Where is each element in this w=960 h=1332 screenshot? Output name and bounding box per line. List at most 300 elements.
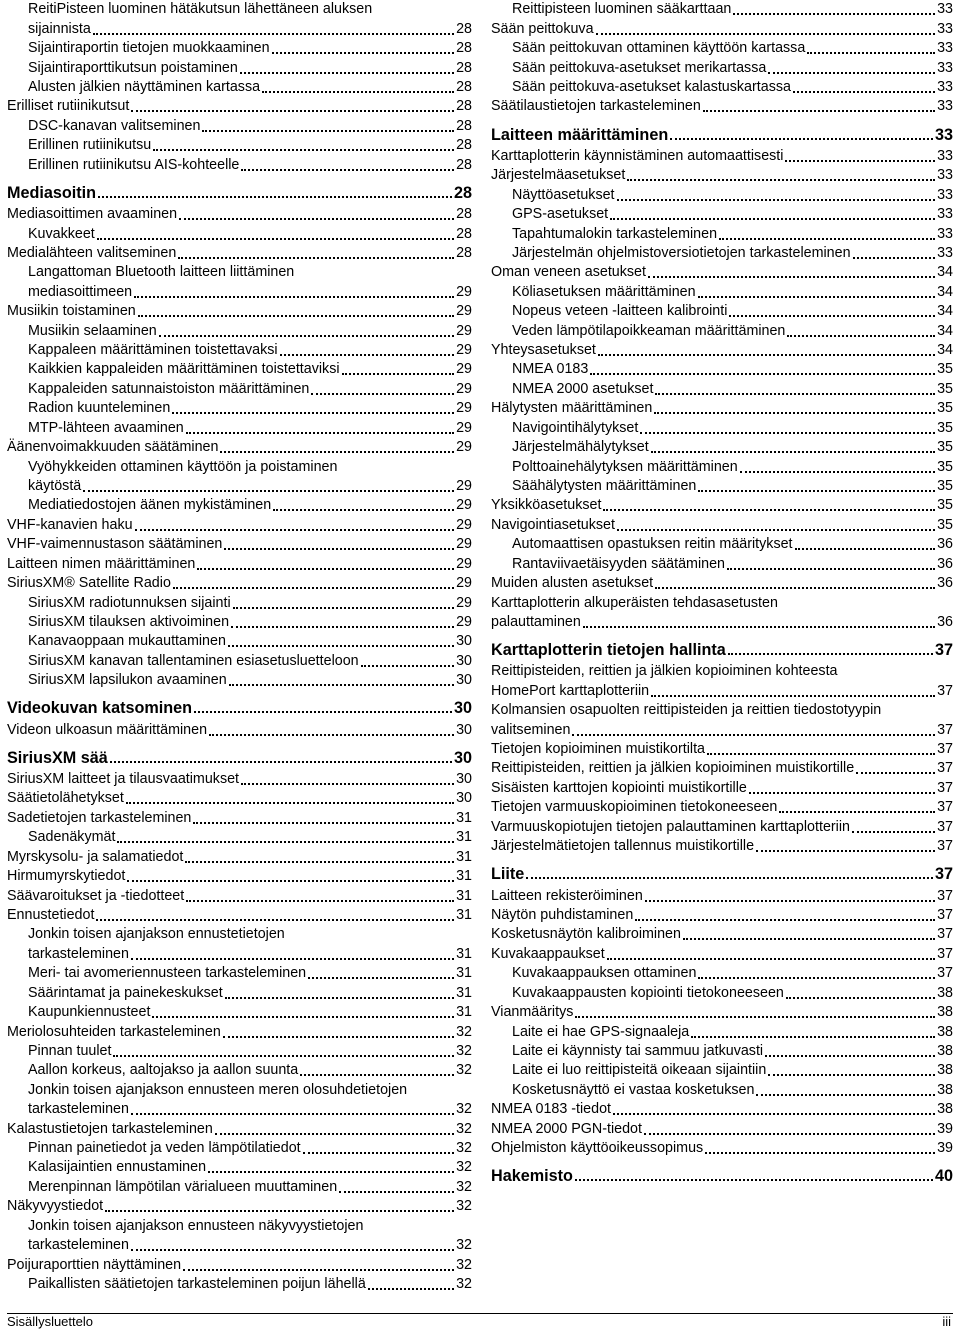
toc-page-number: 37 bbox=[937, 965, 953, 982]
toc-entry-title: Sään peittokuvan ottaminen käyttöön kartassa bbox=[512, 40, 806, 57]
toc-entry[interactable] bbox=[7, 574, 472, 593]
toc-entry-title: NMEA 2000 asetukset bbox=[512, 380, 654, 397]
toc-entry-title: VHF-vaimennustason säätäminen bbox=[7, 536, 223, 553]
toc-page-number: 31 bbox=[456, 829, 472, 846]
toc-page-number: 37 bbox=[937, 760, 953, 777]
toc-entry[interactable] bbox=[7, 418, 472, 437]
toc-entry-title: Sisäisten karttojen kopiointi muistikortille bbox=[491, 779, 747, 796]
toc-page-number: 30 bbox=[456, 771, 472, 788]
toc-page-number: 31 bbox=[456, 945, 472, 962]
toc-entry-title: Karttaplotterin tietojen hallinta bbox=[491, 641, 726, 659]
toc-entry[interactable] bbox=[7, 438, 472, 457]
toc-entry-title: Näyttöasetukset bbox=[512, 186, 615, 203]
toc-dot-leader bbox=[300, 1074, 454, 1076]
toc-dot-leader bbox=[220, 451, 454, 453]
toc-entry[interactable] bbox=[491, 516, 953, 535]
toc-entry[interactable] bbox=[491, 886, 953, 905]
toc-entry[interactable] bbox=[7, 1255, 472, 1274]
toc-page-number: 28 bbox=[456, 59, 472, 76]
toc-page-number: 37 bbox=[937, 926, 953, 943]
toc-entry[interactable] bbox=[7, 321, 472, 340]
toc-entry[interactable] bbox=[491, 964, 953, 983]
toc-dot-leader bbox=[215, 1133, 454, 1135]
toc-entry-title: valitseminen bbox=[491, 721, 571, 738]
toc-entry-title: Liite bbox=[491, 865, 525, 884]
toc-page-number: 28 bbox=[456, 20, 472, 37]
toc-entry[interactable] bbox=[7, 983, 472, 1002]
toc-entry[interactable] bbox=[491, 906, 953, 925]
toc-page-number: 30 bbox=[456, 721, 472, 738]
toc-dot-leader bbox=[617, 199, 936, 201]
toc-dot-leader bbox=[202, 130, 454, 132]
toc-entry-title: Videon ulkoasun määrittäminen bbox=[7, 721, 208, 738]
toc-entry[interactable] bbox=[7, 535, 472, 554]
toc-entry[interactable] bbox=[7, 847, 472, 866]
toc-page-number: 38 bbox=[937, 1062, 953, 1079]
toc-entry-title: Jonkin toisen ajanjakson ennustetietojen bbox=[28, 926, 285, 943]
toc-page-number: 35 bbox=[937, 419, 953, 436]
toc-entry-title: Kosketusnäyttö ei vastaa kosketuksen bbox=[512, 1081, 755, 1098]
toc-chapter-entry[interactable] bbox=[7, 746, 472, 768]
toc-entry[interactable] bbox=[491, 380, 953, 399]
toc-page-number: 39 bbox=[937, 1120, 953, 1137]
toc-dot-leader bbox=[727, 568, 935, 570]
toc-entry-title: SiriusXM radiotunnuksen sijainti bbox=[28, 594, 231, 611]
toc-entry[interactable] bbox=[7, 867, 472, 886]
toc-entry[interactable] bbox=[491, 554, 953, 573]
toc-entry[interactable] bbox=[7, 496, 472, 515]
toc-dot-leader bbox=[134, 296, 454, 298]
toc-entry-title: Laite ei käynnisty tai sammuu jatkuvasti bbox=[512, 1042, 764, 1059]
toc-entry[interactable] bbox=[491, 147, 953, 166]
toc-dot-leader bbox=[644, 1133, 935, 1135]
toc-dot-leader bbox=[749, 792, 935, 794]
toc-entry[interactable] bbox=[7, 886, 472, 905]
toc-dot-leader bbox=[159, 335, 454, 337]
toc-page-number: 32 bbox=[456, 1159, 472, 1176]
toc-entry-title: MTP-lähteen avaaminen bbox=[28, 419, 184, 436]
toc-entry-title: Reittipisteen luominen sääkarttaan bbox=[512, 1, 732, 18]
toc-dot-leader bbox=[240, 72, 454, 74]
toc-entry[interactable] bbox=[7, 1236, 472, 1255]
toc-entry-title: Sijaintiraportin tietojen muokkaaminen bbox=[28, 40, 270, 57]
toc-entry[interactable] bbox=[491, 593, 953, 612]
toc-entry-title: Kuvakaappauksen ottaminen bbox=[512, 965, 697, 982]
toc-page-number: 31 bbox=[456, 984, 472, 1001]
toc-chapter-entry[interactable] bbox=[491, 123, 953, 145]
toc-entry-title: Kuvakkeet bbox=[28, 225, 95, 242]
toc-page-number: 36 bbox=[937, 536, 953, 553]
toc-entry-title: SiriusXM lapsilukon avaaminen bbox=[28, 672, 227, 689]
toc-chapter-entry[interactable] bbox=[491, 862, 953, 884]
toc-entry[interactable] bbox=[491, 1061, 953, 1080]
toc-entry[interactable] bbox=[491, 1042, 953, 1061]
toc-entry[interactable] bbox=[7, 39, 472, 58]
toc-entry[interactable] bbox=[491, 720, 953, 739]
toc-page-number: 31 bbox=[456, 887, 472, 904]
toc-page-number: 39 bbox=[937, 1140, 953, 1157]
toc-page-number: 32 bbox=[456, 1275, 472, 1292]
toc-chapter-entry[interactable] bbox=[7, 696, 472, 718]
toc-page-number: 28 bbox=[456, 117, 472, 134]
toc-entry-title: Laite ei luo reittipisteitä oikeaan sijaintiin bbox=[512, 1062, 767, 1079]
toc-entry-title: DSC-kanavan valitseminen bbox=[28, 117, 201, 134]
toc-entry-title: Laitteen määrittäminen bbox=[491, 125, 669, 144]
toc-entry-title: Vianmääritys bbox=[491, 1004, 574, 1021]
toc-page-number: 29 bbox=[456, 400, 472, 417]
toc-entry[interactable] bbox=[491, 302, 953, 321]
toc-page-number: 35 bbox=[937, 439, 953, 456]
toc-entry[interactable] bbox=[7, 1158, 472, 1177]
toc-dot-leader bbox=[768, 1074, 935, 1076]
toc-page-number: 36 bbox=[937, 555, 953, 572]
toc-page-number: 28 bbox=[453, 183, 472, 202]
toc-entry-title: Näkyvyystiedot bbox=[7, 1198, 104, 1215]
toc-entry[interactable] bbox=[491, 1100, 953, 1119]
toc-entry[interactable] bbox=[7, 19, 472, 38]
toc-page-number: 33 bbox=[937, 167, 953, 184]
toc-dot-leader bbox=[648, 276, 935, 278]
toc-page-number: 30 bbox=[453, 699, 472, 718]
toc-entry-title: SiriusXM® Satellite Radio bbox=[7, 575, 171, 592]
toc-entry-title: Sään peittokuva bbox=[491, 20, 594, 37]
toc-entry[interactable] bbox=[7, 1100, 472, 1119]
toc-page-number: 28 bbox=[456, 137, 472, 154]
toc-entry-title: Säävaroitukset ja -tiedotteet bbox=[7, 887, 185, 904]
toc-entry-title: Säätietolähetykset bbox=[7, 790, 124, 807]
toc-dot-leader bbox=[640, 432, 935, 434]
toc-page-number: 30 bbox=[456, 652, 472, 669]
toc-entry[interactable] bbox=[7, 224, 472, 243]
toc-entry[interactable] bbox=[7, 964, 472, 983]
toc-page-number: 38 bbox=[937, 1101, 953, 1118]
toc-entry[interactable] bbox=[7, 341, 472, 360]
toc-entry[interactable] bbox=[491, 58, 953, 77]
toc-page-number: 30 bbox=[456, 672, 472, 689]
toc-entry[interactable] bbox=[7, 720, 472, 739]
toc-entry[interactable] bbox=[491, 321, 953, 340]
toc-entry-title: Kappaleen määrittäminen toistettavaksi bbox=[28, 342, 278, 359]
toc-entry-title: Vyöhykkeiden ottaminen käyttöön ja poistaminen bbox=[28, 458, 338, 475]
toc-entry[interactable] bbox=[7, 1119, 472, 1138]
toc-entry-title: Kappaleiden satunnaistoiston määrittäminen bbox=[28, 380, 310, 397]
toc-dot-leader bbox=[241, 783, 454, 785]
toc-entry[interactable] bbox=[491, 1139, 953, 1158]
toc-dot-leader bbox=[96, 919, 454, 921]
toc-page-number: 38 bbox=[937, 984, 953, 1001]
toc-entry[interactable] bbox=[7, 651, 472, 670]
toc-entry[interactable] bbox=[7, 925, 472, 944]
toc-dot-leader bbox=[807, 52, 935, 54]
toc-entry[interactable] bbox=[7, 380, 472, 399]
toc-page-number: 31 bbox=[456, 965, 472, 982]
toc-entry[interactable] bbox=[7, 1080, 472, 1099]
toc-entry-title: SiriusXM kanavan tallentaminen esiasetusluetteloon bbox=[28, 652, 359, 669]
toc-entry[interactable] bbox=[7, 283, 472, 302]
toc-entry[interactable] bbox=[491, 1080, 953, 1099]
toc-entry[interactable] bbox=[7, 1003, 472, 1022]
toc-entry-title: Tapahtumalokin tarkasteleminen bbox=[512, 225, 718, 242]
toc-entry[interactable] bbox=[7, 1178, 472, 1197]
toc-page-number: 28 bbox=[456, 225, 472, 242]
toc-entry[interactable] bbox=[491, 701, 953, 720]
toc-page-number: 37 bbox=[937, 945, 953, 962]
toc-entry[interactable] bbox=[491, 535, 953, 554]
toc-dot-leader bbox=[311, 393, 454, 395]
toc-entry-title: Hakemisto bbox=[491, 1167, 573, 1186]
toc-entry[interactable] bbox=[7, 554, 472, 573]
toc-entry[interactable] bbox=[7, 613, 472, 632]
toc-dot-leader bbox=[303, 1152, 454, 1154]
toc-entry[interactable] bbox=[7, 1197, 472, 1216]
toc-entry[interactable] bbox=[491, 925, 953, 944]
toc-entry[interactable] bbox=[7, 263, 472, 282]
toc-entry[interactable] bbox=[491, 0, 953, 19]
toc-entry[interactable] bbox=[7, 809, 472, 828]
toc-entry[interactable] bbox=[7, 593, 472, 612]
toc-entry[interactable] bbox=[7, 945, 472, 964]
toc-entry-title: tarkasteleminen bbox=[28, 1101, 129, 1118]
toc-dot-leader bbox=[654, 412, 935, 414]
toc-page-number: 38 bbox=[937, 1004, 953, 1021]
toc-entry[interactable] bbox=[491, 341, 953, 360]
toc-entry[interactable] bbox=[7, 78, 472, 97]
toc-entry-title: Kaikkien kappaleiden määrittäminen toistettaviksi bbox=[28, 361, 340, 378]
toc-entry[interactable] bbox=[491, 837, 953, 856]
toc-entry-title: Säärintamat ja painekeskukset bbox=[28, 984, 223, 1001]
toc-entry[interactable] bbox=[491, 759, 953, 778]
toc-dot-leader bbox=[223, 1036, 454, 1038]
toc-entry-title: Ennustetiedot bbox=[7, 906, 95, 923]
toc-entry-title: Erillinen rutiinikutsu bbox=[28, 137, 152, 154]
toc-page-number: 35 bbox=[937, 497, 953, 514]
toc-entry[interactable] bbox=[491, 360, 953, 379]
toc-dot-leader bbox=[308, 977, 454, 979]
toc-page-number: 31 bbox=[456, 868, 472, 885]
toc-chapter-entry[interactable] bbox=[7, 181, 472, 203]
toc-entry-title: Paikallisten säätietojen tarkasteleminen poijun lähellä bbox=[28, 1275, 366, 1292]
toc-dot-leader bbox=[853, 257, 936, 259]
toc-entry[interactable] bbox=[491, 779, 953, 798]
toc-page-number: 32 bbox=[456, 1120, 472, 1137]
toc-entry[interactable] bbox=[7, 457, 472, 476]
toc-entry[interactable] bbox=[491, 283, 953, 302]
toc-dot-leader bbox=[93, 33, 454, 35]
toc-entry-title: Kaupunkiennusteet bbox=[28, 1004, 151, 1021]
toc-entry[interactable] bbox=[7, 97, 472, 116]
toc-entry[interactable] bbox=[491, 945, 953, 964]
toc-entry[interactable] bbox=[491, 224, 953, 243]
toc-entry[interactable] bbox=[491, 185, 953, 204]
toc-page-number: 33 bbox=[937, 1, 953, 18]
toc-dot-leader bbox=[670, 138, 933, 140]
toc-entry[interactable] bbox=[7, 1061, 472, 1080]
toc-entry-title: Sijaintiraporttikutsun poistaminen bbox=[28, 59, 238, 76]
toc-entry[interactable] bbox=[491, 1119, 953, 1138]
toc-dot-leader bbox=[208, 1171, 454, 1173]
toc-dot-leader bbox=[607, 958, 935, 960]
toc-entry-title: Mediasoittimen avaaminen bbox=[7, 206, 178, 223]
toc-entry[interactable] bbox=[491, 78, 953, 97]
toc-dot-leader bbox=[785, 160, 935, 162]
toc-entry[interactable] bbox=[7, 632, 472, 651]
toc-page-number: 37 bbox=[934, 641, 953, 659]
toc-dot-leader bbox=[131, 1249, 454, 1251]
toc-page-number: 37 bbox=[934, 865, 953, 884]
toc-page-number: 32 bbox=[456, 1101, 472, 1118]
toc-entry[interactable] bbox=[7, 1139, 472, 1158]
toc-entry[interactable] bbox=[491, 457, 953, 476]
toc-entry[interactable] bbox=[7, 360, 472, 379]
toc-entry[interactable] bbox=[7, 205, 472, 224]
toc-dot-leader bbox=[779, 811, 935, 813]
toc-entry[interactable] bbox=[7, 1042, 472, 1061]
toc-entry[interactable] bbox=[491, 438, 953, 457]
toc-dot-leader bbox=[262, 91, 454, 93]
toc-dot-leader bbox=[280, 354, 455, 356]
toc-entry[interactable] bbox=[7, 58, 472, 77]
toc-entry[interactable] bbox=[491, 983, 953, 1002]
toc-page-number: 29 bbox=[456, 536, 472, 553]
toc-page-number: 33 bbox=[937, 59, 953, 76]
toc-dot-leader bbox=[655, 587, 935, 589]
toc-page-number: 33 bbox=[937, 98, 953, 115]
toc-entry[interactable] bbox=[7, 1275, 472, 1294]
toc-entry-title: Mediasoitin bbox=[7, 183, 97, 202]
toc-entry[interactable] bbox=[7, 155, 472, 174]
toc-dot-leader bbox=[526, 877, 933, 879]
toc-entry[interactable] bbox=[7, 1022, 472, 1041]
toc-entry[interactable] bbox=[491, 263, 953, 282]
toc-entry-title: Reittipisteiden, reittien ja jälkien kopioiminen muistikortille bbox=[491, 760, 855, 777]
toc-entry-title: Myrskysolu- ja salamatiedot bbox=[7, 848, 184, 865]
toc-page-number: 28 bbox=[456, 40, 472, 57]
toc-entry-title: Aallon korkeus, aaltojakso ja aallon suunta bbox=[28, 1062, 299, 1079]
toc-page-number: 33 bbox=[934, 125, 953, 144]
toc-page-number: 37 bbox=[937, 838, 953, 855]
toc-entry-title: Laitteen nimen määrittäminen bbox=[7, 555, 196, 572]
toc-dot-leader bbox=[651, 451, 935, 453]
toc-entry[interactable] bbox=[491, 205, 953, 224]
toc-entry[interactable] bbox=[491, 496, 953, 515]
toc-page-number: 34 bbox=[937, 342, 953, 359]
toc-entry[interactable] bbox=[7, 828, 472, 847]
toc-entry[interactable] bbox=[491, 39, 953, 58]
toc-entry[interactable] bbox=[7, 302, 472, 321]
toc-entry-title: Kolmansien osapuolten reittipisteiden ja reittien tiedostotyypin bbox=[491, 702, 882, 719]
toc-chapter-entry[interactable] bbox=[491, 1164, 953, 1186]
toc-entry-title: Meri- tai avomeriennusteen tarkasteleminen bbox=[28, 965, 307, 982]
toc-dot-leader bbox=[691, 1036, 935, 1038]
toc-dot-leader bbox=[126, 802, 454, 804]
toc-entry-title: Karttaplotterin käynnistäminen automaattisesti bbox=[491, 147, 784, 164]
toc-dot-leader bbox=[852, 831, 935, 833]
footer-rule bbox=[7, 1313, 953, 1314]
toc-dot-leader bbox=[707, 753, 935, 755]
toc-page-number: 29 bbox=[456, 380, 472, 397]
toc-entry[interactable] bbox=[7, 136, 472, 155]
toc-entry[interactable] bbox=[491, 681, 953, 700]
toc-page-number: 35 bbox=[937, 400, 953, 417]
toc-dot-leader bbox=[153, 149, 454, 151]
toc-entry-title: Varmuuskopiotujen tietojen palauttaminen karttaplotteriin bbox=[491, 818, 850, 835]
toc-page-number: 29 bbox=[456, 575, 472, 592]
toc-entry-title: Kalastustietojen tarkasteleminen bbox=[7, 1120, 213, 1137]
toc-page-number: 34 bbox=[937, 264, 953, 281]
toc-page-number: 35 bbox=[937, 361, 953, 378]
toc-page-number: 28 bbox=[456, 206, 472, 223]
toc-entry-title: Muiden alusten asetukset bbox=[491, 575, 654, 592]
toc-page-number: 29 bbox=[456, 419, 472, 436]
toc-entry[interactable] bbox=[491, 1003, 953, 1022]
toc-dot-leader bbox=[186, 900, 454, 902]
toc-entry-title: Äänenvoimakkuuden säätäminen bbox=[7, 439, 219, 456]
toc-dot-leader bbox=[598, 354, 935, 356]
toc-entry-title: Oman veneen asetukset bbox=[491, 264, 646, 281]
toc-entry[interactable] bbox=[491, 613, 953, 632]
toc-entry-title: Erilliset rutiinikutsut bbox=[7, 98, 130, 115]
toc-entry[interactable] bbox=[491, 662, 953, 681]
toc-entry-title: Mediatiedostojen äänen mykistäminen bbox=[28, 497, 272, 514]
toc-entry[interactable] bbox=[7, 906, 472, 925]
toc-entry[interactable] bbox=[491, 166, 953, 185]
toc-page-number: 32 bbox=[456, 1256, 472, 1273]
toc-entry[interactable] bbox=[7, 244, 472, 263]
toc-entry[interactable] bbox=[7, 117, 472, 136]
toc-page-number: 31 bbox=[456, 809, 472, 826]
toc-entry-title: Alusten jälkien näyttäminen kartassa bbox=[28, 79, 261, 96]
toc-dot-leader bbox=[368, 1288, 454, 1290]
toc-page-number: 33 bbox=[937, 79, 953, 96]
toc-dot-leader bbox=[185, 861, 454, 863]
toc-entry[interactable] bbox=[491, 1022, 953, 1041]
toc-entry[interactable] bbox=[7, 399, 472, 418]
toc-entry[interactable] bbox=[491, 244, 953, 263]
toc-entry[interactable] bbox=[491, 574, 953, 593]
toc-entry-title: Järjestelmätietojen tallennus muistikortille bbox=[491, 838, 755, 855]
toc-chapter-entry[interactable] bbox=[491, 638, 953, 660]
toc-entry-title: Pinnan painetiedot ja veden lämpötilatiedot bbox=[28, 1140, 301, 1157]
toc-entry[interactable] bbox=[7, 477, 472, 496]
toc-entry-title: Köliasetuksen määrittäminen bbox=[512, 283, 696, 300]
toc-entry-title: Erillinen rutiinikutsu AIS-kohteelle bbox=[28, 156, 240, 173]
toc-entry[interactable] bbox=[7, 770, 472, 789]
toc-dot-leader bbox=[172, 412, 454, 414]
toc-entry[interactable] bbox=[491, 19, 953, 38]
toc-entry-title: palauttaminen bbox=[491, 613, 581, 630]
toc-page-number: 33 bbox=[937, 147, 953, 164]
toc-dot-leader bbox=[110, 761, 452, 763]
toc-entry[interactable] bbox=[491, 399, 953, 418]
toc-dot-leader bbox=[131, 958, 454, 960]
toc-entry[interactable] bbox=[7, 1216, 472, 1235]
toc-entry[interactable] bbox=[491, 817, 953, 836]
toc-page-number: 31 bbox=[456, 848, 472, 865]
toc-entry-title: Sään peittokuva-asetukset kalastuskartassa bbox=[512, 79, 791, 96]
toc-entry[interactable] bbox=[7, 671, 472, 690]
toc-entry[interactable] bbox=[491, 740, 953, 759]
toc-entry[interactable] bbox=[491, 477, 953, 496]
toc-page-number: 29 bbox=[456, 594, 472, 611]
toc-entry[interactable] bbox=[7, 516, 472, 535]
toc-entry[interactable] bbox=[491, 418, 953, 437]
toc-entry[interactable] bbox=[7, 789, 472, 808]
toc-entry[interactable] bbox=[491, 97, 953, 116]
toc-page-number: 34 bbox=[937, 303, 953, 320]
toc-entry[interactable] bbox=[7, 0, 472, 19]
toc-entry[interactable] bbox=[491, 798, 953, 817]
toc-entry-title: Sadetietojen tarkasteleminen bbox=[7, 809, 192, 826]
